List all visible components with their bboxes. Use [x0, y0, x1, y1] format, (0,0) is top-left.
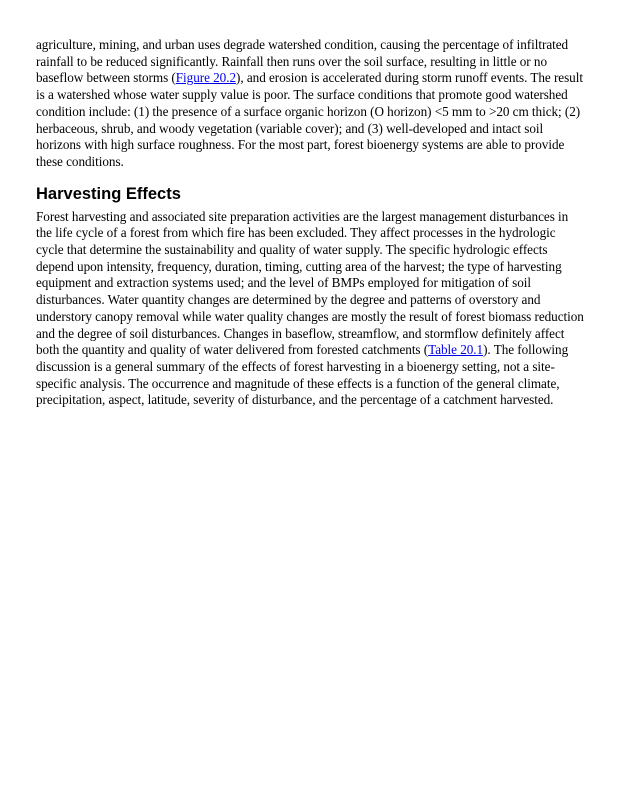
harvesting-text-start: Forest harvesting and associated site preparation activities are the largest management disturbances in the life cycle of a forest from which fire has been excluded. They affect processes in the hydrologic cycle that determine the sustainability and quality of water supply. The specific hydrologic effects depend upon intensity, frequency, duration, timing, cutting area of the harvest; the type of harvesting equipment and extraction systems used; and the level of BMPs employed for mitigation of soil disturbances. Water quantity changes are determined by the degree and patterns of overstory and understory canopy removal while water quality changes are mostly the result of forest biomass reduction and the degree of soil disturbances. Changes in baseflow, streamflow, and stormflow definitely affect both the quantity and quality of water delivered from forested catchments ( [36, 208, 584, 358]
harvesting-paragraph [36, 209, 584, 409]
harvesting-text-end: ). The following discussion is a general summary of the effects of forest harvesting in a bioenergy setting, not a site-specific analysis. The occurrence and magnitude of these effects is a function of the general climate, precipitation, aspect, latitude, severity of disturbance, and the percentage of a catchment harvested. [36, 342, 569, 408]
intro-text-start: agriculture, mining, and urban uses degrade watershed condition, causing the percentage of infiltrated rainfall to be reduced significantly. Rainfall then runs over the soil surface, resulting in little or no baseflow between storms ( [36, 37, 569, 86]
table-20-1-link[interactable]: Table 20.1 [428, 342, 484, 358]
intro-text-end: ), and erosion is accelerated during storm runoff events. The result is a watershed whose water supply value is poor. The surface conditions that promote good watershed condition include: (1) the presence of a surface organic horizon (O horizon) <5 mm to >20 cm thick; (2) herbaceous, shrub, and woody vegetation (variable cover); and (3) well-developed and intact soil horizons with high surface roughness. For the most part, forest bioenergy systems are able to provide these conditions. [36, 70, 583, 169]
document-page [36, 37, 584, 409]
figure-20-2-link[interactable]: Figure 20.2 [175, 70, 237, 86]
section-heading: Harvesting Effects [36, 184, 181, 203]
intro-paragraph [36, 37, 584, 171]
